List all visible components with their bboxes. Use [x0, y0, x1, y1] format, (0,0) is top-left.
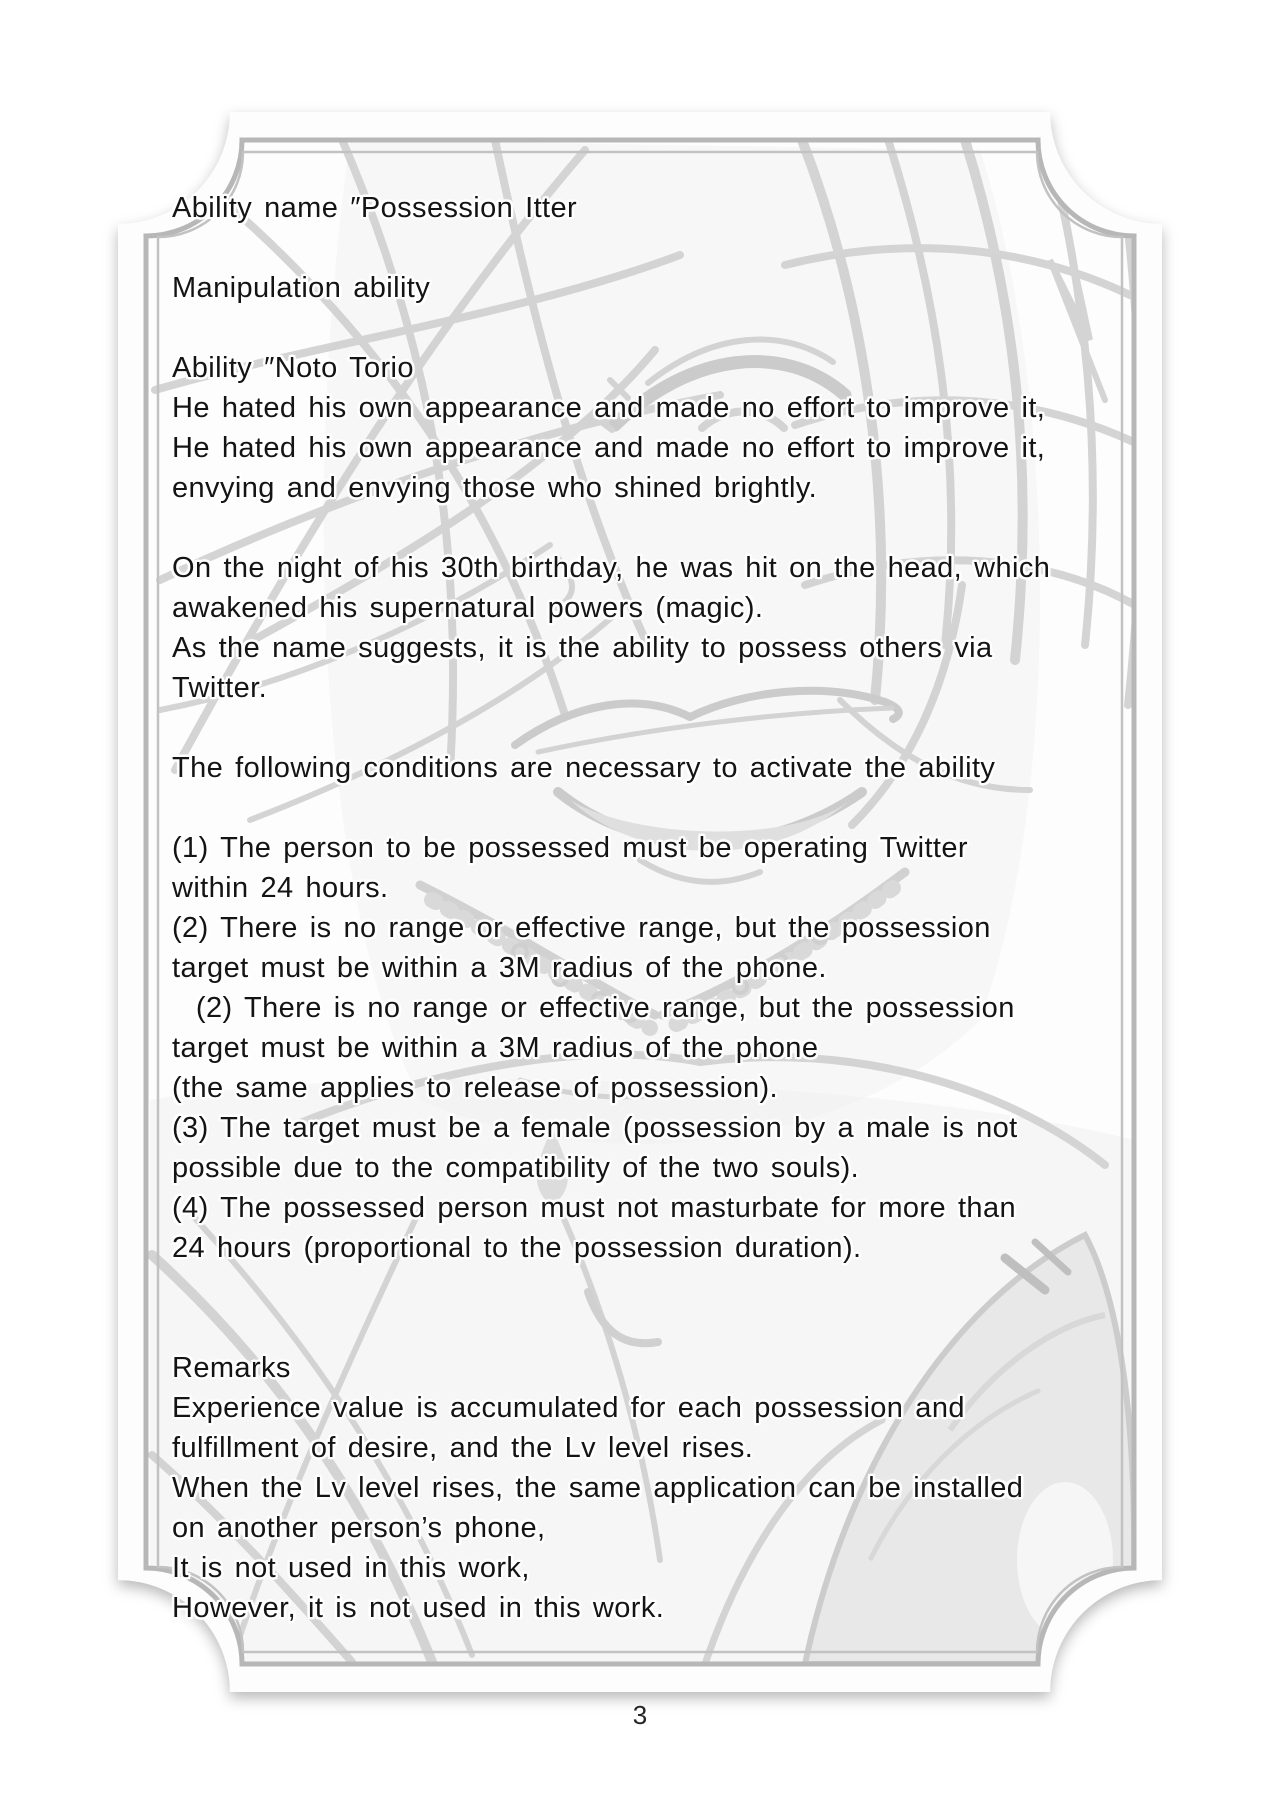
- paragraph: [172, 268, 1157, 308]
- text-line: As the name suggests, it is the ability to possess others via: [172, 632, 993, 664]
- text-layer: [172, 188, 1157, 1628]
- paragraph: [172, 548, 1157, 708]
- text-line: He hated his own appearance and made no effort to improve it,: [172, 392, 1046, 424]
- paragraph: [172, 828, 1157, 1268]
- text-line: He hated his own appearance and made no effort to improve it,: [172, 432, 1046, 464]
- text-line: It is not used in this work,: [172, 1552, 530, 1584]
- text-line: The following conditions are necessary to activate the ability: [172, 752, 996, 784]
- text-line: awakened his supernatural powers (magic).: [172, 592, 764, 624]
- text-line: Experience value is accumulated for each possession and: [172, 1392, 965, 1424]
- paragraph: [172, 748, 1157, 788]
- text-line: fulfillment of desire, and the Lv level rises.: [172, 1432, 754, 1464]
- text-line: Ability ″Noto Torio: [172, 352, 414, 384]
- text-line: On the night of his 30th birthday, he was hit on the head, which: [172, 552, 1051, 584]
- text-line: (1) The person to be possessed must be operating Twitter: [172, 832, 968, 864]
- paragraph: [172, 1348, 1157, 1628]
- text-line: 24 hours (proportional to the possession duration).: [172, 1232, 862, 1264]
- text-line: Ability name ″Possession Itter: [172, 192, 578, 224]
- text-line: within 24 hours.: [172, 872, 389, 904]
- text-line: Remarks: [172, 1352, 291, 1384]
- text-line: on another person’s phone,: [172, 1512, 546, 1544]
- paragraph: [172, 348, 1157, 508]
- text-line: envying and envying those who shined brightly.: [172, 472, 818, 504]
- text-line: (2) There is no range or effective range, but the possession: [172, 992, 1015, 1024]
- text-line: (3) The target must be a female (possession by a male is not: [172, 1112, 1018, 1144]
- text-line: When the Lv level rises, the same application can be installed: [172, 1472, 1024, 1504]
- text-line: (2) There is no range or effective range, but the possession: [172, 912, 991, 944]
- text-line: possible due to the compatibility of the two souls).: [172, 1152, 860, 1184]
- paragraph: [172, 188, 1157, 228]
- text-line: target must be within a 3M radius of the phone: [172, 1032, 819, 1064]
- text-line: Twitter.: [172, 672, 268, 704]
- text-line: target must be within a 3M radius of the phone.: [172, 952, 827, 984]
- text-line: (4) The possessed person must not masturbate for more than: [172, 1192, 1017, 1224]
- text-line: Manipulation ability: [172, 272, 431, 304]
- text-line: However, it is not used in this work.: [172, 1592, 665, 1624]
- page-number: 3: [632, 1700, 648, 1730]
- text-line: (the same applies to release of possession).: [172, 1072, 779, 1104]
